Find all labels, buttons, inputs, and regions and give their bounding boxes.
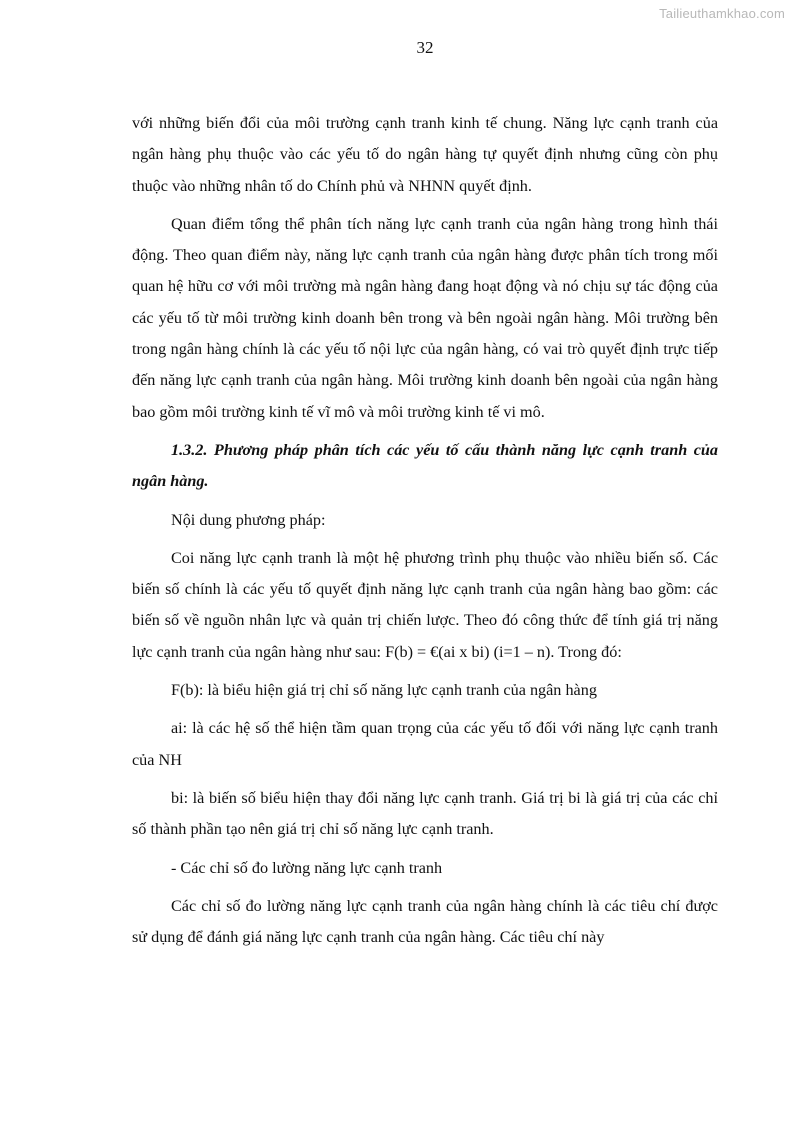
paragraph-continuation: với những biến đổi của môi trường cạnh tranh kinh tế chung. Năng lực cạnh tranh của ngân hàng phụ thuộc vào các yếu tố do ngân hàng tự quyết định nhưng cũng còn phụ thuộc vào những nhân tố do Chính phủ và NHNN quyết định. bbox=[132, 114, 718, 195]
page-number: 32 bbox=[416, 38, 434, 57]
page-body bbox=[132, 108, 718, 953]
paragraph-method-content-label: Nội dung phương pháp: bbox=[171, 510, 326, 529]
watermark: Tailieuthamkhao.com bbox=[659, 6, 785, 21]
paragraph-formula: Coi năng lực cạnh tranh là một hệ phương trình phụ thuộc vào nhiều biến số. Các biến số chính là các yếu tố quyết định năng lực cạnh tranh của ngân hàng bao gồm: các biến số về nguồn nhân lực và quản trị chiến lược. Theo đó công thức để tính giá trị năng lực cạnh tranh của ngân hàng như sau: F(b) = €(ai x bi) (i=1 – n). Trong đó: bbox=[132, 548, 718, 661]
section-heading-1-3-2: 1.3.2. Phương pháp phân tích các yếu tố cấu thành năng lực cạnh tranh của ngân hàng. bbox=[132, 440, 718, 491]
definition-bi: bi: là biến số biểu hiện thay đổi năng lực cạnh tranh. Giá trị bi là giá trị của các chỉ số thành phần tạo nên giá trị chỉ số năng lực cạnh tranh. bbox=[132, 788, 718, 839]
definition-fb: F(b): là biểu hiện giá trị chỉ số năng lực cạnh tranh của ngân hàng bbox=[171, 681, 597, 700]
paragraph-measurement-criteria: Các chỉ số đo lường năng lực cạnh tranh của ngân hàng chính là các tiêu chí được sử dụng để đánh giá năng lực cạnh tranh của ngân hàng. Các tiêu chí này bbox=[132, 896, 718, 947]
paragraph-overall-view: Quan điểm tổng thể phân tích năng lực cạnh tranh của ngân hàng trong hình thái động. Theo quan điểm này, năng lực cạnh tranh của ngân hàng được phân tích trong mối quan hệ hữu cơ với môi trường mà ngân hàng đang hoạt động và nó chịu sự tác động của các yếu tố từ môi trường kinh doanh bên trong và bên ngoài ngân hàng. Môi trường bên trong ngân hàng chính là các yếu tố nội lực của ngân hàng, có vai trò quyết định trực tiếp đến năng lực cạnh tranh của ngân hàng. Môi trường kinh doanh bên ngoài của ngân hàng bao gồm môi trường kinh tế vĩ mô và môi trường kinh tế vi mô. bbox=[132, 214, 718, 421]
definition-ai: ai: là các hệ số thể hiện tầm quan trọng của các yếu tố đối với năng lực cạnh tranh của NH bbox=[132, 719, 718, 769]
list-item-measurement-indices: - Các chỉ số đo lường năng lực cạnh tranh bbox=[171, 858, 443, 877]
